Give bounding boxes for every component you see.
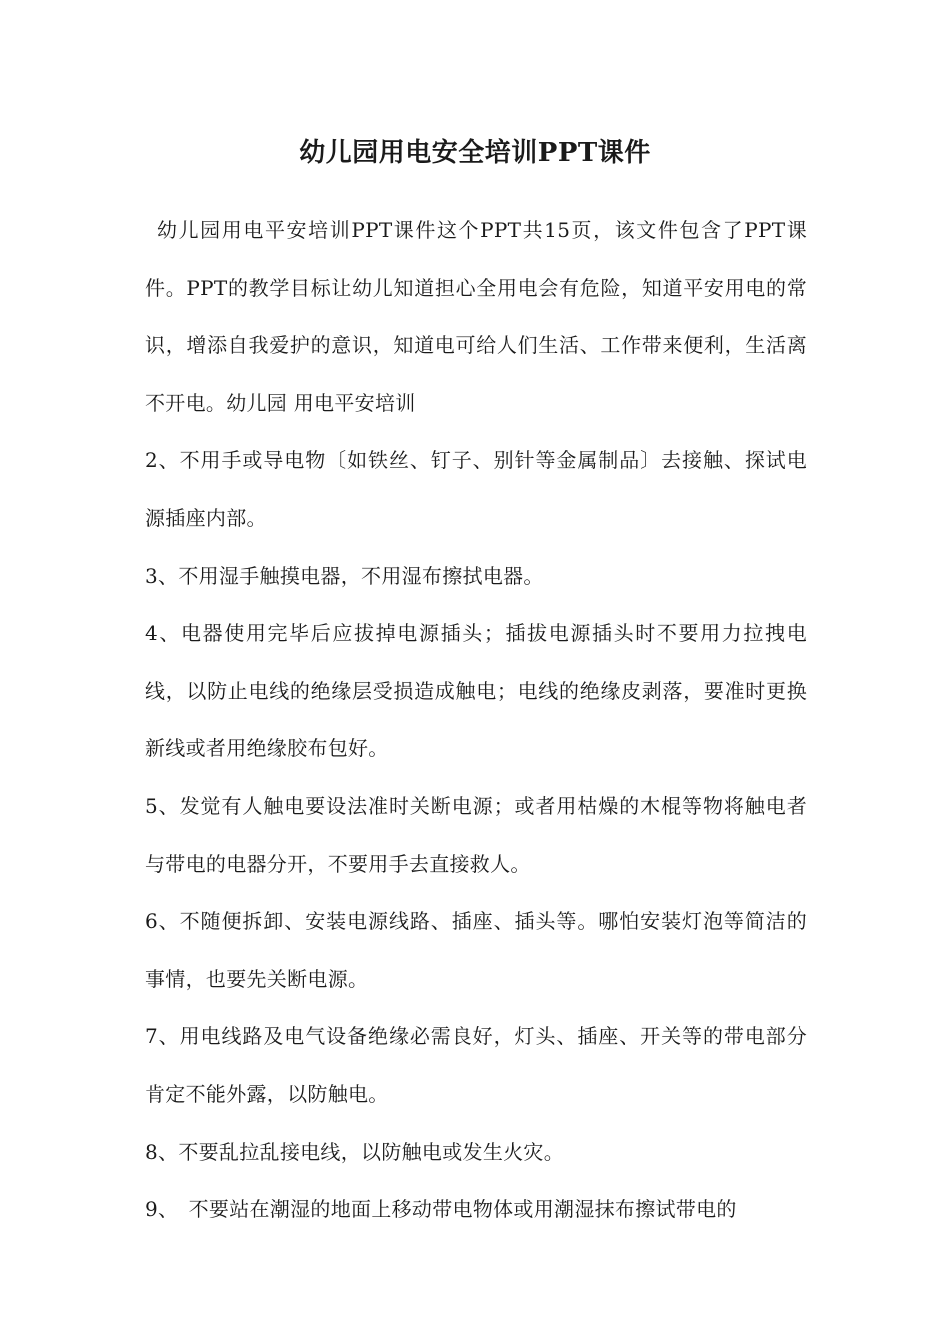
page-title: 幼儿园用电安全培训PPT课件 [299,138,651,168]
paragraph-item-5: 5、发觉有人触电要设法准时关断电源；或者用枯燥的木棍等物将触电者与带电的电器分开，不要用手去直接救人。 [145,793,807,876]
paragraph-item-8: 8、不要乱拉乱接电线，以防触电或发生火灾。 [145,1139,565,1164]
paragraph-item-9: 9、 不要站在潮湿的地面上移动带电物体或用潮湿抹布擦试带电的 [145,1197,737,1222]
paragraph-item-7: 7、用电线路及电气设备绝缘必需良好，灯头、插座、开关等的带电部分肯定不能外露，以防触电。 [145,1024,807,1106]
paragraph-item-3: 3、不用湿手触摸电器，不用湿布擦拭电器。 [145,563,544,588]
paragraph-item-6: 6、不随便拆卸、安装电源线路、插座、插头等。哪怕安装灯泡等简洁的事情，也要先关断电源。 [145,909,807,991]
document-body [145,202,807,1239]
paragraph-intro: 幼儿园用电平安培训PPT课件这个PPT共15页，该文件包含了PPT课件。PPT的教学目标让幼儿知道担心全用电会有危险，知道平安用电的常识，增添自我爱护的意识，知道电可给人们生活、工作带来便利，生活离不开电。幼儿园 用电平安培训 [145,218,807,415]
paragraph-item-2: 2、不用手或导电物〔如铁丝、钉子、别针等金属制品〕去接触、探试电源插座内部。 [145,448,807,530]
paragraph-item-4: 4、电器使用完毕后应拔掉电源插头；插拔电源插头时不要用力拉拽电线，以防止电线的绝缘层受损造成触电；电线的绝缘皮剥落，要准时更换新线或者用绝缘胶布包好。 [145,621,807,761]
